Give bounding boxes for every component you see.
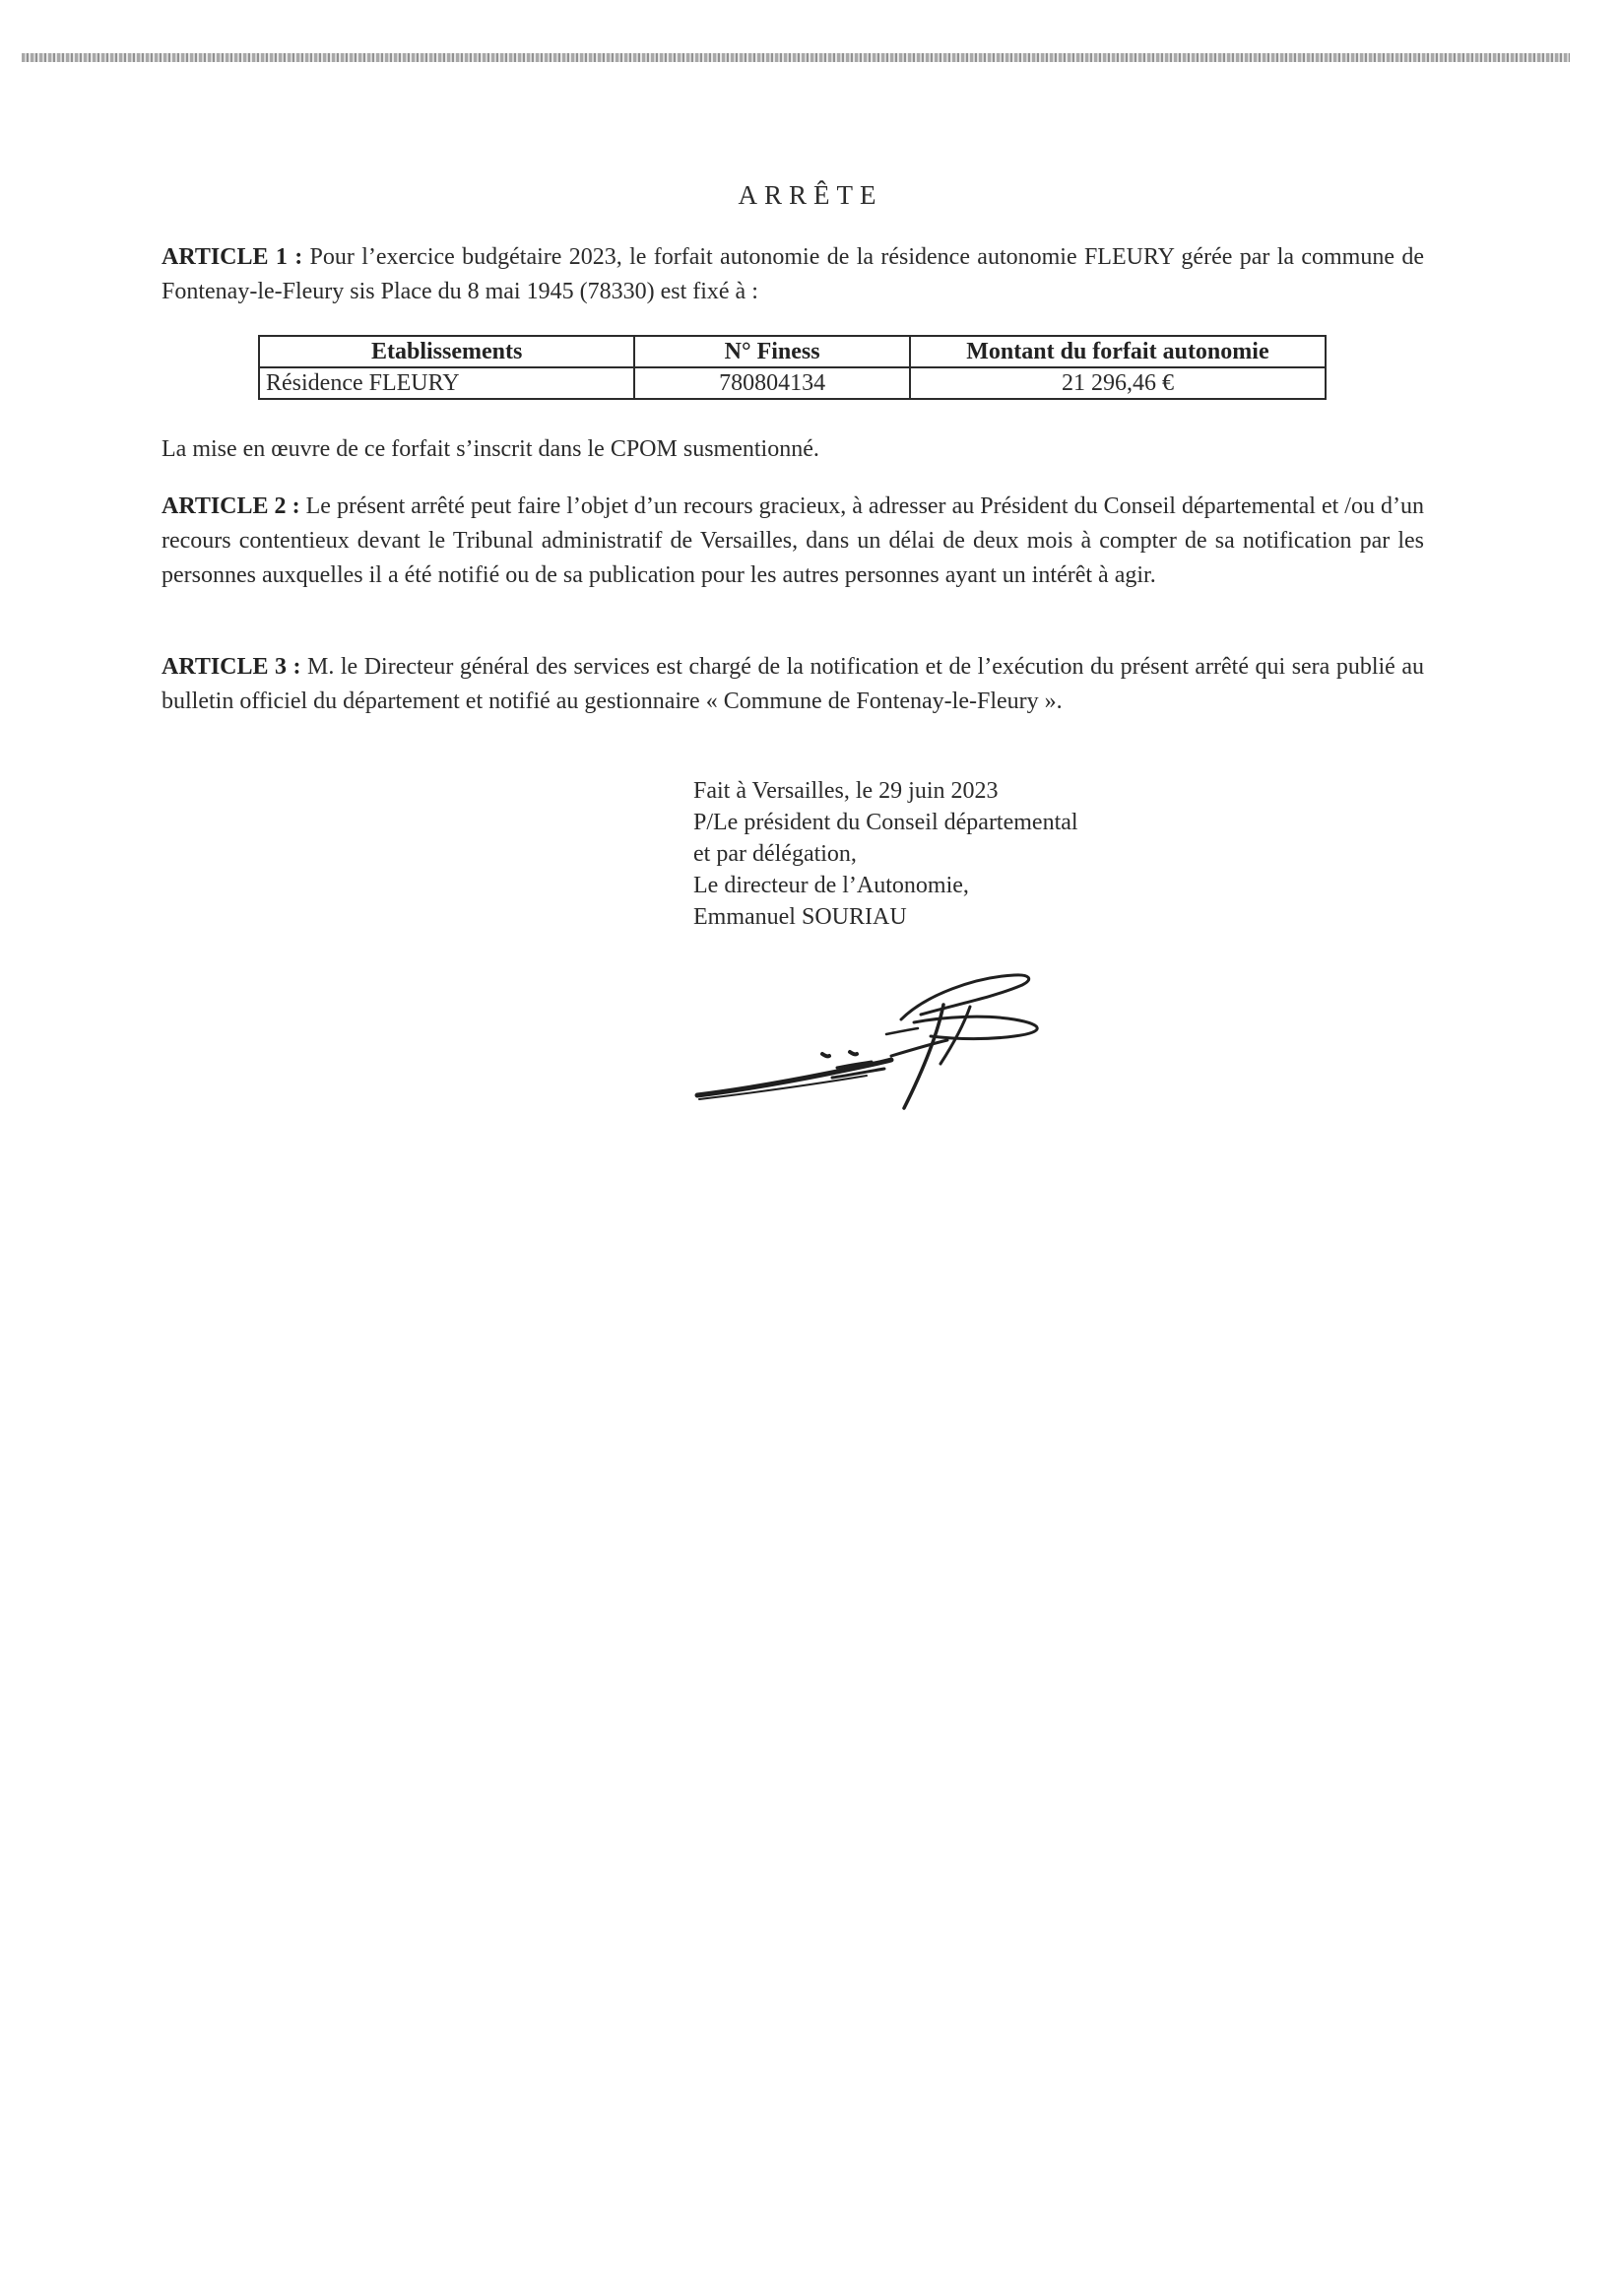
article-2 [162,490,1424,593]
mise-en-oeuvre-text: La mise en œuvre de ce forfait s’inscrit dans le CPOM susmentionné. [162,436,819,462]
table-row [259,367,1326,399]
header-finess: N° Finess [634,336,910,367]
handwritten-signature [689,965,1064,1123]
page-title: ARRÊTE [738,180,883,210]
article-3-label: ARTICLE 3 : [162,654,301,680]
article-3-text: M. le Directeur général des services est chargé de la notification et de l’exécution du présent arrêté qui sera publié au bulletin officiel du département et notifié au gestionnaire « Commune de Fontenay-le-Fleury ». [162,654,1424,714]
article-3 [162,650,1424,719]
scan-edge-artifact [22,53,1570,62]
delegation-line-president: P/Le président du Conseil départemental [693,810,1078,835]
article-1-text: Pour l’exercice budgétaire 2023, le forfait autonomie de la résidence autonomie FLEURY gérée par la commune de Fontenay-le-Fleury sis Place du 8 mai 1945 (78330) est fixé à : [162,244,1424,304]
forfait-table [258,335,1327,400]
signatory-name: Emmanuel SOURIAU [693,904,907,930]
header-etablissements: Etablissements [259,336,634,367]
signatory-title: Le directeur de l’Autonomie, [693,873,969,898]
signature-block [693,775,1284,933]
place-date: Fait à Versailles, le 29 juin 2023 [693,778,999,804]
article-2-label: ARTICLE 2 : [162,493,300,519]
cell-etablissement: Résidence FLEURY [259,367,634,399]
article-1-label: ARTICLE 1 : [162,244,303,270]
header-montant: Montant du forfait autonomie [910,336,1326,367]
cell-finess: 780804134 [634,367,910,399]
article-1 [162,240,1424,309]
article-2-text: Le présent arrêté peut faire l’objet d’un recours gracieux, à adresser au Président du Conseil départemental et /ou d’un recours contentieux devant le Tribunal administratif de Versailles, dans un délai de deux mois à compter de sa notification par les personnes auxquelles il a été notifié ou de sa publication pour les autres personnes ayant un intérêt à agir. [162,493,1424,588]
cell-montant: 21 296,46 € [910,367,1326,399]
table-header-row [259,336,1326,367]
delegation-line: et par délégation, [693,841,857,867]
